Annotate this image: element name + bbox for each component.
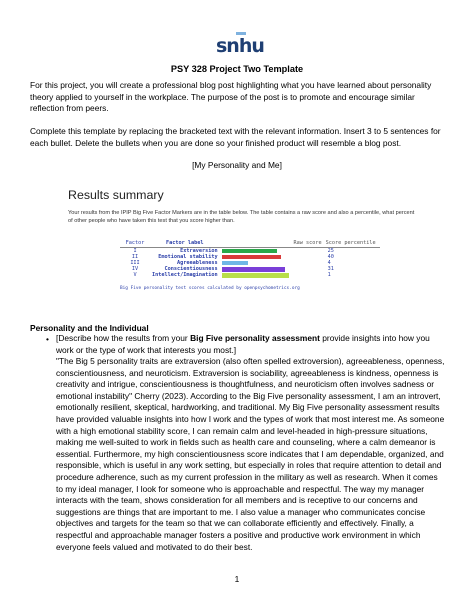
score-bar (222, 261, 249, 265)
results-footnote: Big Five personality test scores calculated by openpsychometrics.org (120, 286, 300, 291)
score-percentile: 4 (327, 260, 331, 267)
raw-score-cell (220, 266, 324, 272)
factor-label: Extraversion (180, 248, 218, 254)
score-bar-track (222, 255, 322, 259)
factor-number: II (131, 254, 139, 261)
raw-score-cell (220, 272, 324, 278)
score-bar (222, 249, 278, 253)
score-bar-track (222, 261, 322, 265)
factor-label: Conscientiousness (164, 266, 218, 273)
score-bar-track (222, 267, 322, 271)
score-percentile: 31 (327, 266, 334, 273)
document-title: PSY 328 Project Two Template (170, 64, 304, 74)
bullet-prompt (56, 333, 436, 356)
logo-text: snhu (216, 35, 264, 57)
bullet-bold: Big Five personality assessment (190, 333, 320, 343)
results-header-row (120, 239, 380, 248)
results-heading: Results summary (68, 188, 164, 202)
raw-score-cell (220, 248, 324, 255)
section-heading: Personality and the Individual (30, 323, 149, 333)
score-percentile: 40 (327, 254, 334, 261)
results-description: Your results from the IPIP Big Five Factor Markers are in the table below. The table contains a raw score and also a percentile, what percent of other people who have taken this test that you score higher than. (68, 210, 415, 225)
score-bar (222, 255, 282, 259)
score-percentile: 1 (327, 272, 331, 279)
body-paragraph: "The Big 5 personality traits are extraversion (also often spelled extroversion), agreeableness, openness, conscientiousness, and neuroticism. Extraversion is sociability, agreeableness is kindness, openness is creativity and intrigue, conscientiousness is thoughtfulness, and neuroticism often involves sadness or emotional instability" Cherry (2023). According to the Big Five personality assessment, I am an introvert, emotionally resilient, skeptical, hardworking, and traditional. My Big Five personality assessment results have provided valuable insights into how I work and the types of work that most interest me. As someone with a high emotional stability score, I can remain calm and level-headed in high-pressure situations, making me well-suited to work in fields such as health care and counseling, where a calm demeanor is essential. Furthermore, my high conscientiousness score indicates that I am dependable, organized, and responsible, which is useful in any work setting, but especially in roles that require attention to detail and procedure adherence, such as my current profession in the military as well as research. When it comes to my ideal manager, I look for someone who is approachable and respectful. The way my manager interacts with the team, shows consideration for all members and is receptive to our concerns and suggestions are things that are important to me. I also value a manager who communicates concise objectives and targets for the team so that we can collaborate efficiently and effectively. Finally, a respectful and approachable manager fosters a positive and productive work environment in which everyone feels valued and motivated to do their best. (56, 356, 445, 552)
col-header-factor: Factor (120, 239, 150, 248)
factor-label: Agreeableness (176, 260, 218, 267)
factor-number: III (130, 260, 140, 267)
col-header-percentile: Score percentile (324, 239, 380, 248)
score-bar (222, 267, 285, 271)
factor-number: I (133, 248, 137, 254)
score-bar (222, 273, 289, 277)
factor-number: V (133, 272, 137, 279)
post-title-placeholder: [My Personality and Me] (192, 160, 282, 170)
page-number: 1 (234, 574, 240, 584)
col-header-raw: Raw score (220, 239, 324, 248)
intro-paragraph: For this project, you will create a professional blog post highlighting what you have learned about personality theory applied to yourself in the workplace. The purpose of the post is to promote and encourage similar reflection from peers. (30, 80, 432, 114)
raw-score-cell (220, 260, 324, 266)
snhu-logo (216, 32, 264, 57)
factor-label: Emotional stability (158, 254, 218, 261)
bullet-suffix: provide insights into how you work or the type of work that interests you most.] (56, 333, 430, 355)
results-row (120, 272, 380, 278)
score-bar-track (222, 273, 322, 277)
bullet-marker: • (46, 334, 49, 344)
factor-number: IV (131, 266, 139, 273)
score-bar-track (222, 249, 322, 253)
results-table-body (120, 248, 380, 279)
results-row (120, 248, 380, 255)
instructions-paragraph: Complete this template by replacing the bracketed text with the relevant information. Insert 3 to 5 sentences for each bullet. Delete the bullets when you are done so your finished product will resemble a blog post. (30, 126, 441, 148)
factor-label: Intellect/Imagination (152, 272, 218, 279)
results-table (120, 239, 380, 278)
col-header-label: Factor label (150, 239, 220, 248)
raw-score-cell (220, 254, 324, 260)
bullet-prefix: [Describe how the results from your (56, 333, 191, 343)
score-percentile: 25 (327, 248, 334, 254)
